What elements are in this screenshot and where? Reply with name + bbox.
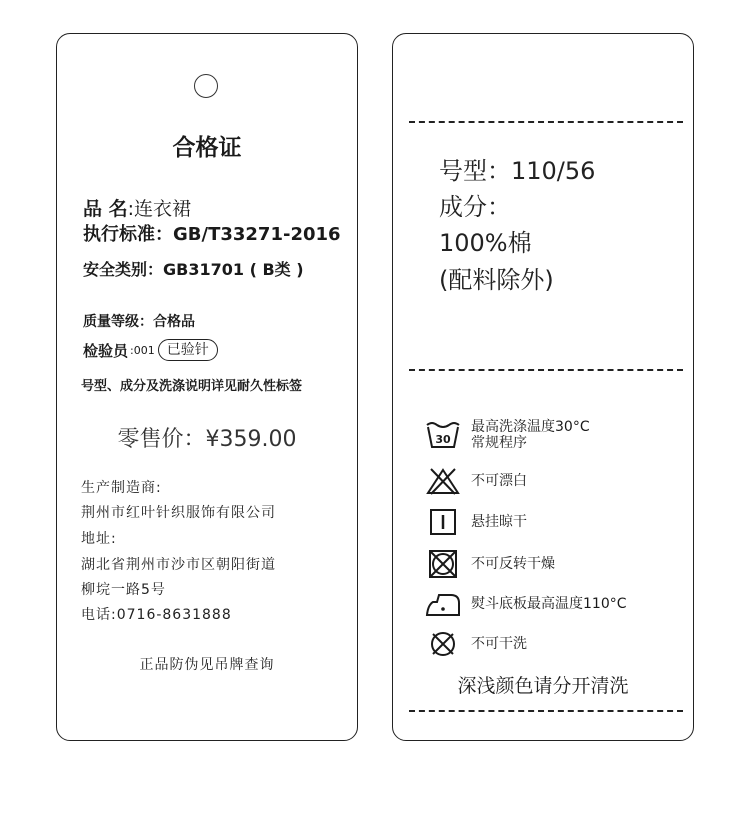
no-tumble-dry-icon (425, 550, 461, 578)
grade-row (83, 311, 195, 331)
safety-value: GB31701 ( B类 ) (163, 260, 304, 279)
care-row-bleach (425, 467, 527, 495)
inspector-row (83, 339, 218, 361)
inspector-stamp: 已验针 (158, 339, 218, 361)
details-note: 号型、成分及洗涤说明详见耐久性标签 (81, 379, 303, 394)
safety-label: 安全类别： (83, 260, 164, 279)
anti-counterfeit-note: 正品防伪见吊牌查询 (139, 657, 275, 673)
care-row-iron (425, 590, 627, 618)
iron-icon (425, 590, 461, 618)
composition-label: 成分： (439, 193, 511, 221)
care-iron-text: 熨斗底板最高温度110°C (471, 596, 627, 612)
care-row-dry-clean (425, 630, 527, 658)
separate-colors-note: 深浅颜色请分开清洗 (457, 675, 629, 697)
hangtag-care-label (392, 33, 694, 741)
composition-note: (配料除外) (439, 266, 554, 294)
standard-value: GB/T33271-2016 (173, 224, 341, 245)
care-dry-text: 悬挂晾干 (471, 514, 527, 530)
care-wash-text-2: 常规程序 (471, 435, 527, 451)
wash-30-icon (425, 421, 461, 449)
manufacturer-label: 生产制造商: (81, 480, 162, 496)
dashed-divider-bottom (409, 710, 683, 712)
address-line-1: 湖北省荆州市沙市区朝阳街道 (81, 557, 276, 573)
care-bleach-text: 不可漂白 (471, 473, 527, 489)
product-name-label: 品 名 (83, 198, 128, 220)
product-name-value: 连衣裙 (134, 198, 192, 220)
care-row-tumble (425, 550, 555, 578)
no-dry-clean-icon (425, 630, 461, 658)
hang-dry-icon (425, 508, 461, 536)
hangtag-certificate (56, 33, 358, 741)
composition-value: 100%棉 (439, 229, 532, 257)
care-dry-clean-text: 不可干洗 (471, 636, 527, 652)
standard-row (83, 220, 341, 246)
care-wash-text: 最高洗涤温度30°C (471, 419, 590, 435)
care-row-dry (425, 508, 527, 536)
retail-price: 零售价：¥359.00 (117, 427, 297, 452)
certificate-title: 合格证 (172, 135, 242, 161)
no-bleach-icon (425, 467, 461, 495)
hang-hole (194, 74, 218, 98)
dashed-divider-top (409, 121, 683, 123)
manufacturer-name: 荆州市红叶针织服饰有限公司 (81, 505, 276, 521)
grade-value: 合格品 (153, 314, 195, 330)
inspector-code: :001 (130, 343, 155, 357)
address-line-2: 柳垸一路5号 (81, 582, 166, 598)
product-name-separator: : (127, 198, 135, 220)
inspector-label: 检验员 (83, 341, 129, 360)
product-name-row (83, 194, 191, 221)
standard-label: 执行标准： (83, 224, 173, 245)
safety-row (83, 257, 304, 280)
care-tumble-text: 不可反转干燥 (471, 556, 555, 572)
address-label: 地址: (81, 531, 117, 547)
grade-label: 质量等级： (83, 314, 153, 330)
svg-text:30: 30 (435, 433, 451, 446)
care-row-wash (425, 419, 590, 451)
phone-number: 电话:0716-8631888 (81, 607, 232, 623)
dashed-divider-middle (409, 369, 683, 371)
size-line: 号型：110/56 (439, 157, 596, 185)
